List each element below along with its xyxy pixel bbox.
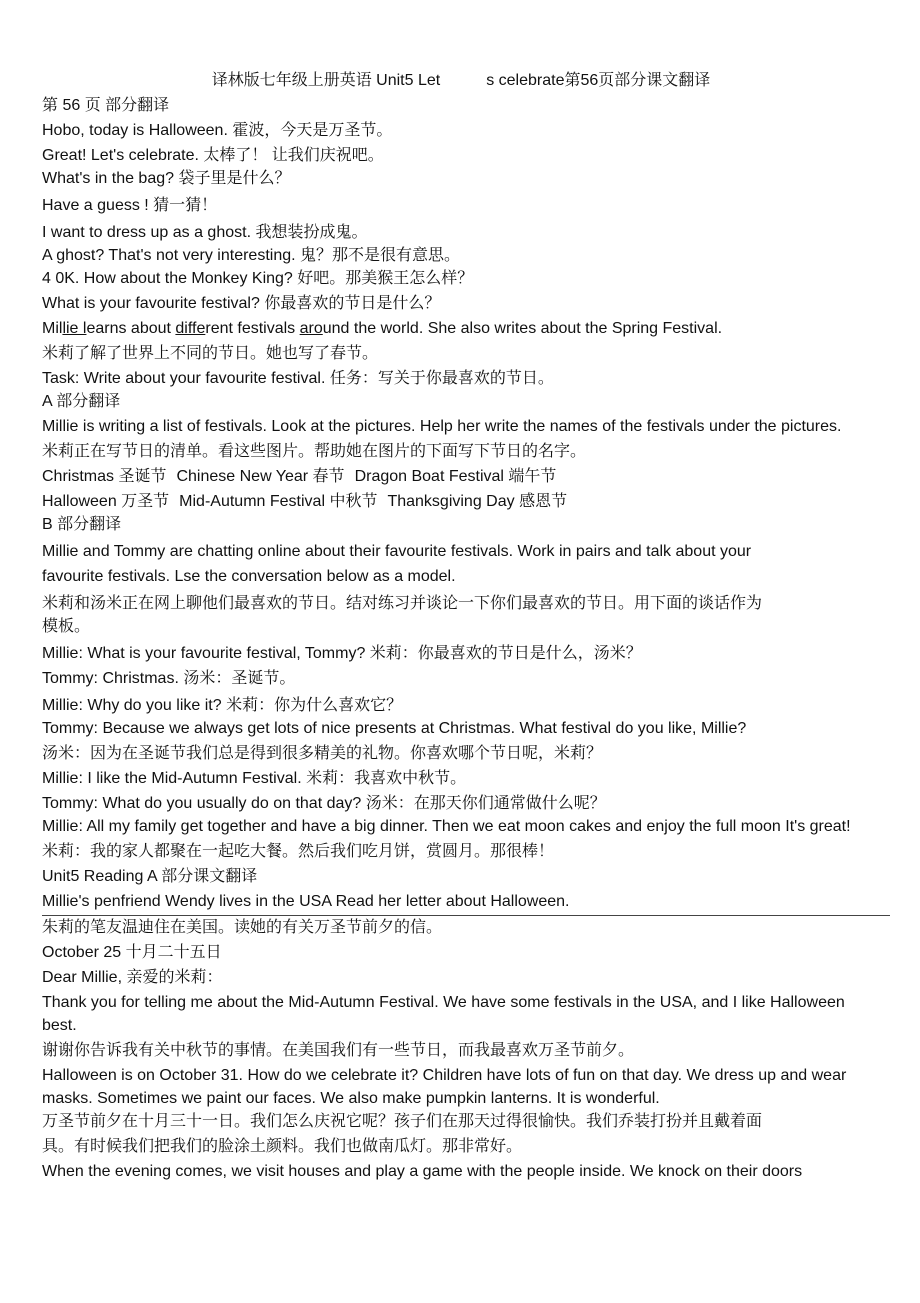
dialogue-line: Have a guess ! 猜一猜！ [42, 197, 218, 214]
letter-paragraph: When the evening comes, we visit houses and play a game with the people inside. We knock on their doors [42, 1163, 803, 1180]
conversation-line: Tommy: What do you usually do on that day? 汤米：在那天你们通常做什么呢？ [42, 795, 606, 812]
reading-heading: Unit5 Reading A 部分课文翻译 [42, 868, 258, 885]
title-right: s celebrate第56页部分课文翻译 [486, 72, 711, 89]
section-a-heading: A 部分翻译 [42, 393, 121, 410]
letter-paragraph: Thank you for telling me about the Mid-Autumn Festival. We have some festivals in the USA, and I like Halloween best. [42, 994, 845, 1034]
reading-intro: Millie's penfriend Wendy lives in the USA Read her letter about Halloween. [42, 893, 570, 910]
question-line: What is your favourite festival? 你最喜欢的节日是什么？ [42, 295, 441, 312]
letter-translation: 具。有时候我们把我们的脸涂土颜料。我们也做南瓜灯。那非常好。 [42, 1138, 523, 1155]
conversation-line: Millie: What is your favourite festival, Tommy? 米莉：你最喜欢的节日是什么，汤米？ [42, 645, 642, 662]
festival-list-row: Halloween 万圣节 Mid-Autumn Festival 中秋节 Thanksgiving Day 感恩节 [42, 493, 568, 510]
reading-intro-translation: 朱莉的笔友温迪住在美国。读她的有关万圣节前夕的信。 [42, 919, 443, 936]
dialogue-line: 4 0K. How about the Monkey King? 好吧。那美猴王怎么样？ [42, 270, 474, 287]
conversation-line: Tommy: Christmas. 汤米：圣诞节。 [42, 670, 296, 687]
conversation-line: 汤米：因为在圣诞节我们总是得到很多精美的礼物。你喜欢哪个节日呢，米莉？ [42, 745, 603, 762]
intro-translation: 米莉了解了世界上不同的节日。她也写了春节。 [42, 345, 379, 362]
section-b-translation: 米莉和汤米正在网上聊他们最喜欢的节日。结对练习并谈论一下你们最喜欢的节日。用下面的谈话作为 [42, 595, 763, 612]
dialogue-line: What's in the bag? 袋子里是什么？ [42, 170, 291, 187]
letter-translation: 谢谢你告诉我有关中秋节的事情。在美国我们有一些节日，而我最喜欢万圣节前夕。 [42, 1042, 635, 1059]
dialogue-line: A ghost? That's not very interesting. 鬼？那不是很有意思。 [42, 247, 461, 264]
section-b-instruction: Millie and Tommy are chatting online about their favourite festivals. Work in pairs and talk about your [42, 543, 752, 560]
section-b-instruction: favourite festivals. Lse the conversation below as a model. [42, 568, 456, 585]
intro-line: Millie learns about different festivals around the world. She also writes about the Spring Festival. [42, 320, 723, 337]
festival-list-row: Christmas 圣诞节 Chinese New Year 春节 Dragon Boat Festival 端午节 [42, 468, 557, 485]
page-heading: 第 56 页 部分翻译 [42, 97, 170, 114]
letter-salutation: Dear Millie, 亲爱的米莉： [42, 969, 223, 986]
dialogue-line: I want to dress up as a ghost. 我想装扮成鬼。 [42, 224, 368, 241]
document-title [42, 0, 880, 92]
dialogue-line: Hobo, today is Halloween. 霍波，今天是万圣节。 [42, 122, 393, 139]
section-b-translation: 模板。 [42, 618, 91, 635]
conversation-line: Millie: I like the Mid-Autumn Festival. 米莉：我喜欢中秋节。 [42, 770, 467, 787]
section-a-translation: 米莉正在写节日的清单。看这些图片。帮助她在图片的下面写下节日的名字。 [42, 443, 587, 460]
task-line: Task: Write about your favourite festival. 任务：写关于你最喜欢的节日。 [42, 370, 554, 387]
section-a-instruction: Millie is writing a list of festivals. Look at the pictures. Help her write the names of the festivals under the pictures. [42, 418, 842, 435]
conversation-line: Millie: Why do you like it? 米莉：你为什么喜欢它？ [42, 697, 403, 714]
letter-date: October 25 十月二十五日 [42, 944, 222, 961]
conversation-line: Tommy: Because we always get lots of nice presents at Christmas. What festival do you like, Millie? [42, 720, 747, 737]
conversation-line: Millie: All my family get together and have a big dinner. Then we eat moon cakes and enjoy the full moon It's great! [42, 818, 851, 835]
letter-paragraph: Halloween is on October 31. How do we celebrate it? Children have lots of fun on that day. We dress up and wear masks. Sometimes we paint our faces. We also make pumpkin lanterns. It is wonderful. [42, 1067, 847, 1107]
dialogue-line: Great! Let's celebrate. 太棒了！ 让我们庆祝吧。 [42, 147, 384, 164]
section-b-heading: B 部分翻译 [42, 516, 122, 533]
letter-translation: 万圣节前夕在十月三十一日。我们怎么庆祝它呢？孩子们在那天过得很愉快。我们乔装打扮并且戴着面 [42, 1113, 763, 1130]
conversation-line: 米莉：我的家人都聚在一起吃大餐。然后我们吃月饼，赏圆月。那很棒！ [42, 843, 555, 860]
title-left: 译林版七年级上册英语 Unit5 Let [211, 72, 441, 89]
